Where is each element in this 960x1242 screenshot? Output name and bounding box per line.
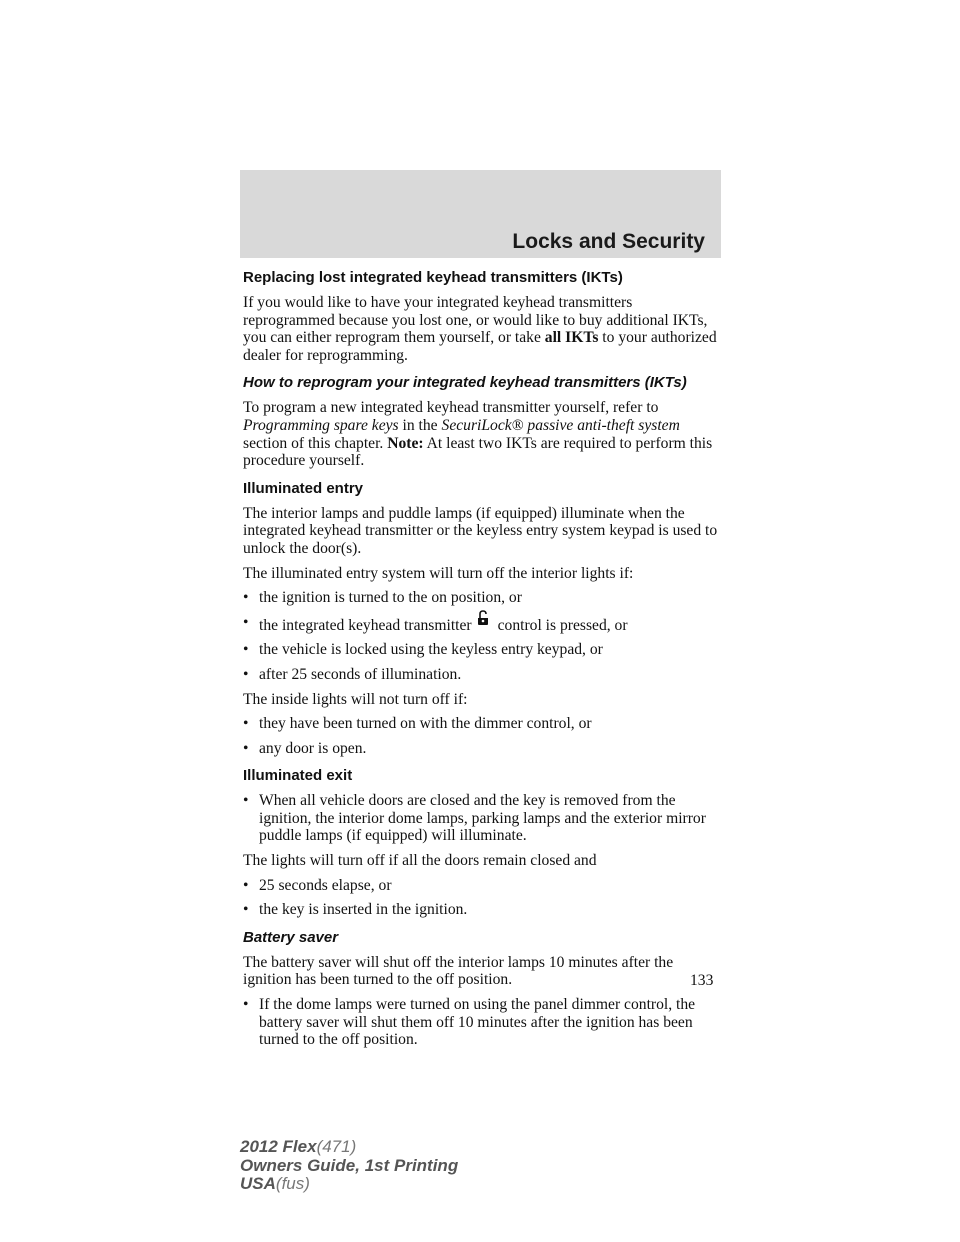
list-item: • 25 seconds elapse, or bbox=[243, 876, 392, 894]
paragraph-illuminated-exit: The lights will turn off if all the doors remain closed and bbox=[243, 852, 597, 870]
page-content bbox=[243, 269, 721, 1056]
heading-replacing-lost-ikts: Replacing lost integrated keyhead transmitters (IKTs) bbox=[243, 269, 623, 286]
chapter-header-band bbox=[240, 170, 721, 258]
heading-battery-saver: Battery saver bbox=[243, 928, 339, 946]
footer-line-guide: Owners Guide, 1st Printing bbox=[240, 1155, 459, 1175]
footer-line-model: 2012 Flex(471) bbox=[240, 1137, 357, 1156]
list-item: • any door is open. bbox=[243, 739, 367, 757]
heading-how-to-reprogram: How to reprogram your integrated keyhead transmitters (IKTs) bbox=[243, 374, 687, 392]
paragraph-how-to-reprogram: To program a new integrated keyhead transmitter yourself, refer to Programming spare keys in the SecuriLock® passive anti-theft system section of this chapter. Note: At least two IKTs are required to perform this procedure yourself. bbox=[243, 399, 713, 470]
print-footer bbox=[240, 1138, 458, 1194]
page-number: 133 bbox=[690, 972, 714, 989]
paragraph-illuminated-entry-1: The interior lamps and puddle lamps (if equipped) illuminate when the integrated keyhead transmitter or the keyless entry system keypad is used to unlock the door(s). bbox=[243, 504, 718, 557]
paragraph-battery-saver: The battery saver will shut off the interior lamps 10 minutes after the ignition has been turned to the off position. bbox=[243, 953, 674, 989]
heading-illuminated-entry: Illuminated entry bbox=[243, 479, 364, 497]
list-item: • after 25 seconds of illumination. bbox=[243, 665, 462, 683]
list-item: • the vehicle is locked using the keyless entry keypad, or bbox=[243, 641, 603, 659]
list-item: • the key is inserted in the ignition. bbox=[243, 901, 468, 919]
list-item: • When all vehicle doors are closed and the key is removed from the ignition, the interior dome lamps, parking lamps and the exterior mirror puddle lamps (if equipped) will illuminate. bbox=[243, 792, 706, 845]
list-item: • they have been turned on with the dimmer control, or bbox=[243, 715, 592, 733]
heading-illuminated-exit: Illuminated exit bbox=[243, 767, 353, 785]
paragraph-replacing-lost-ikts: If you would like to have your integrated keyhead transmitters reprogrammed because you lost one, or would like to buy additional IKTs, you can either reprogram them yourself, or take all IKTs to your authorized dealer for reprogramming. bbox=[243, 294, 717, 364]
paragraph-illuminated-entry-2: The illuminated entry system will turn off the interior lights if: bbox=[243, 564, 634, 582]
footer-line-market: USA(fus) bbox=[240, 1174, 310, 1193]
list-item: • the integrated keyhead transmitter control is pressed, or bbox=[243, 614, 721, 635]
paragraph-illuminated-entry-3: The inside lights will not turn off if: bbox=[243, 690, 468, 708]
list-item: • If the dome lamps were turned on using the panel dimmer control, the battery saver will shut them off 10 minutes after the ignition has been turned to the off position. bbox=[243, 996, 696, 1049]
unlock-icon bbox=[474, 609, 492, 627]
chapter-title: Locks and Security bbox=[512, 230, 705, 253]
list-item: • the ignition is turned to the on position, or bbox=[243, 589, 522, 607]
